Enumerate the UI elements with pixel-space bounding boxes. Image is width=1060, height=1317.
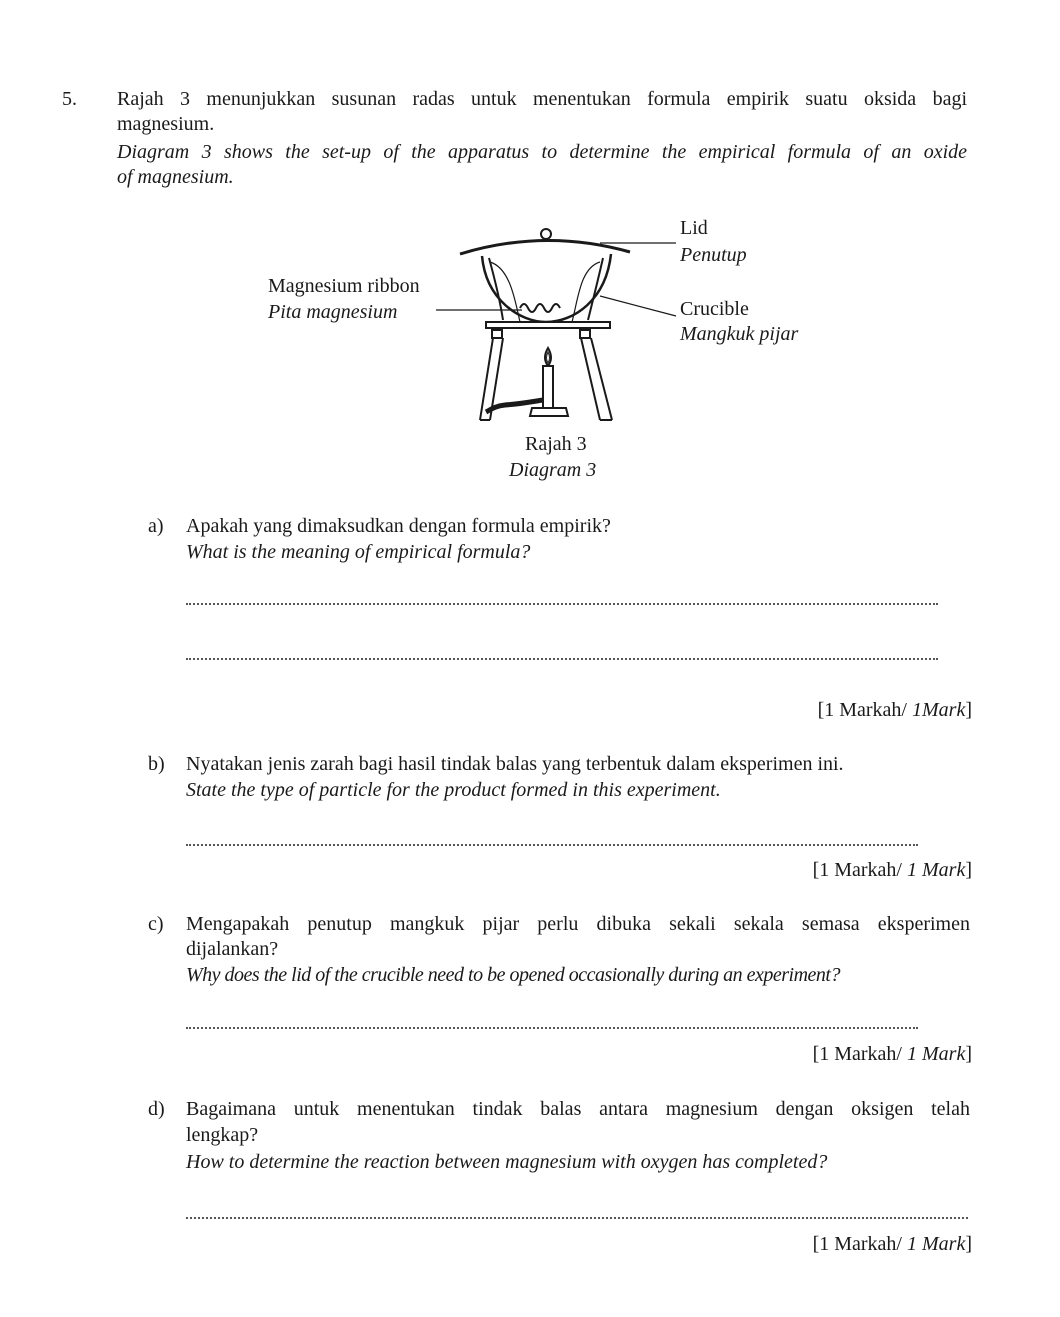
label-pita-magnesium: Pita magnesium (268, 301, 398, 323)
part-a-answer-line-2[interactable] (186, 658, 938, 660)
part-d-answer-line[interactable] (186, 1217, 968, 1219)
part-b-label: b) (148, 753, 165, 775)
apparatus-diagram (0, 0, 1060, 500)
intro-english-line-1: Diagram 3 shows the set-up of the apparatus to determine the empirical formula of an oxide (117, 141, 967, 163)
label-lid: Lid (680, 217, 708, 239)
label-crucible: Crucible (680, 298, 749, 320)
part-c-label: c) (148, 913, 164, 935)
part-a-question-malay: Apakah yang dimaksudkan dengan formula empirik? (186, 515, 611, 537)
part-d-question-malay-line-2: lengkap? (186, 1124, 259, 1146)
magnesium-ribbon (520, 304, 560, 312)
label-magnesium-ribbon: Magnesium ribbon (268, 275, 420, 297)
part-c-question-malay-line-1: Mengapakah penutup mangkuk pijar perlu dibuka sekali sekala semasa eksperimen (186, 913, 970, 935)
part-a-question-english: What is the meaning of empirical formula? (186, 541, 531, 563)
part-c-answer-line[interactable] (186, 1027, 918, 1029)
part-b-answer-line[interactable] (186, 844, 918, 846)
part-d-question-malay-line-1: Bagaimana untuk menentukan tindak balas antara magnesium dengan oksigen telah (186, 1098, 970, 1120)
part-c-marks: [1 Markah/ 1 Mark] (812, 1043, 972, 1065)
bunsen-burner-tube (543, 366, 553, 408)
question-number: 5. (62, 88, 77, 110)
label-penutup: Penutup (680, 244, 747, 266)
tripod-leg-right (581, 338, 612, 420)
lid-knob (541, 229, 551, 239)
part-d-marks: [1 Markah/ 1 Mark] (812, 1233, 972, 1255)
label-mangkuk-pijar: Mangkuk pijar (680, 323, 799, 345)
caption-diagram: Diagram 3 (509, 459, 597, 481)
part-d-label: d) (148, 1098, 165, 1120)
part-a-label: a) (148, 515, 164, 537)
part-b-question-malay: Nyatakan jenis zarah bagi hasil tindak balas yang terbentuk dalam eksperimen ini. (186, 753, 844, 775)
part-b-marks: [1 Markah/ 1 Mark] (812, 859, 972, 881)
crucible-pointer (600, 296, 676, 316)
intro-malay-line-1: Rajah 3 menunjukkan susunan radas untuk menentukan formula empirik suatu oksida bagi (117, 88, 967, 110)
part-b-question-english: State the type of particle for the product formed in this experiment. (186, 779, 721, 801)
part-c-question-malay-line-2: dijalankan? (186, 938, 279, 960)
intro-malay-line-2: magnesium. (117, 113, 215, 135)
part-d-question-english: How to determine the reaction between magnesium with oxygen has completed? (186, 1151, 828, 1173)
tripod-top (486, 322, 610, 328)
bunsen-burner-base (530, 408, 568, 416)
part-a-marks: [1 Markah/ 1Mark] (817, 699, 972, 721)
intro-english-line-2: of magnesium. (117, 166, 234, 188)
part-a-answer-line-1[interactable] (186, 603, 938, 605)
caption-rajah: Rajah 3 (525, 433, 587, 455)
part-c-question-english: Why does the lid of the crucible need to be opened occasionally during an experiment? (186, 964, 840, 986)
